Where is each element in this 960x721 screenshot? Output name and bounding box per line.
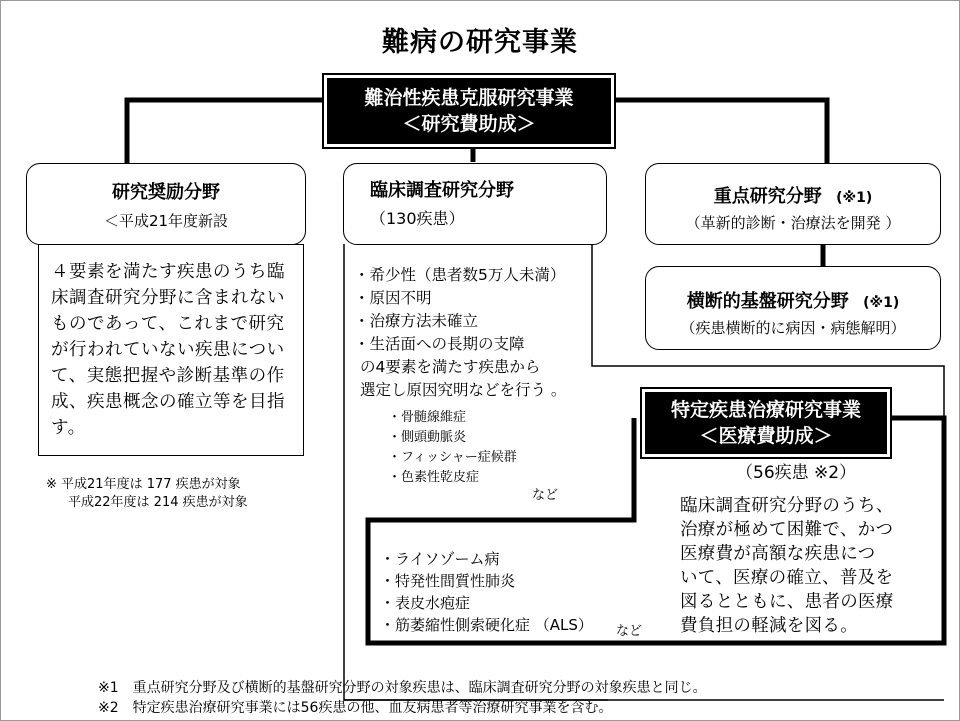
priority-field-sub: （革新的診断・治療法を開発 ） — [685, 214, 901, 232]
criteria-item: の4要素を満たす疾患から — [360, 358, 541, 376]
priority-field-mark: (※1) — [836, 190, 873, 206]
priority-field-title — [646, 182, 940, 208]
incentive-field-box — [26, 163, 306, 245]
crosscut-field-mark: (※1) — [863, 295, 900, 311]
criteria-item: 選定し原因究明などを行う 。 — [360, 381, 567, 399]
criteria-item: ・生活面への長期の支障 — [354, 335, 525, 353]
special-program-type: ＜医療費助成＞ — [699, 425, 833, 447]
incentive-desc-line: ４要素を満たす疾患のうち臨 — [51, 262, 285, 282]
incentive-desc-line: が行われていない疾患につい — [51, 340, 285, 360]
special-desc-line: 臨床調査研究分野のうち、 — [680, 496, 894, 516]
criteria-list — [354, 264, 604, 402]
incentive-desc-line: す。 — [51, 418, 86, 438]
clinical-example: ・色素性乾皮症 — [388, 470, 480, 485]
special-example: ・表皮水疱症 — [380, 594, 471, 612]
incentive-note: ※ 平成21年度は 177 疾患が対象 — [46, 477, 241, 492]
clinical-etc: など — [532, 488, 559, 503]
special-desc-line: 治療が極めて困難で、かつ — [680, 520, 894, 540]
special-desc — [680, 494, 940, 638]
incentive-desc-line: 成、疾患概念の確立等を目指 — [51, 392, 285, 412]
main-program-box — [327, 78, 611, 144]
special-desc-line: 費負担の軽減を図る。 — [680, 616, 858, 636]
special-desc-line: 図るとともに、患者の医療 — [680, 592, 894, 612]
special-program-name: 特定疾患治療研究事業 — [670, 399, 861, 421]
footnote: ※2 特定疾患治療研究事業には56疾患の他、血友病患者等治療研究事業を含む。 — [98, 700, 613, 716]
incentive-desc-box — [38, 244, 304, 456]
clinical-field-box — [343, 163, 607, 245]
incentive-desc-line: ものであって、これまで研究 — [51, 314, 285, 334]
incentive-desc-line: て、実態把握や診断基準の作 — [51, 366, 285, 386]
special-etc: など — [616, 624, 643, 639]
incentive-notes — [46, 476, 316, 512]
special-example: ・特発性間質性肺炎 — [380, 572, 516, 590]
clinical-example: ・フィッシャー症候群 — [388, 450, 517, 465]
priority-field-name: 重点研究分野 — [713, 186, 822, 207]
special-example: ・筋萎縮性側索硬化症 （ALS） — [380, 616, 593, 634]
special-desc-line: 医療費が高額な疾患につ — [680, 544, 876, 564]
footnotes — [98, 678, 938, 718]
special-examples — [380, 548, 630, 636]
main-program-type: ＜研究費助成＞ — [402, 113, 536, 135]
criteria-item: ・原因不明 — [354, 289, 432, 307]
incentive-desc — [51, 259, 295, 441]
special-desc-line: いて、医療の確立、普及を — [680, 568, 894, 588]
incentive-note: 平成22年度は 214 疾患が対象 — [68, 495, 248, 510]
special-program-box — [645, 392, 887, 454]
footnote: ※1 重点研究分野及び横断的基盤研究分野の対象疾患は、臨床調査研究分野の対象疾患と同じ。 — [98, 680, 707, 696]
clinical-example: ・側頭動脈炎 — [388, 430, 467, 445]
clinical-example: ・骨髄線維症 — [388, 410, 467, 425]
clinical-examples — [388, 408, 588, 488]
clinical-field-count: （130疾患） — [370, 209, 465, 228]
priority-field-box — [645, 163, 941, 245]
crosscut-field-title — [646, 287, 940, 313]
clinical-field-title: 臨床調査研究分野 — [370, 180, 514, 201]
incentive-desc-line: 床調査研究分野に含まれない — [51, 288, 285, 308]
special-example: ・ライソゾーム病 — [380, 550, 500, 568]
incentive-field-sub: ＜平成21年度新設 — [103, 212, 229, 230]
main-program-name: 難治性疾患克服研究事業 — [364, 87, 574, 109]
special-count: （56疾患 ※2） — [736, 463, 857, 483]
crosscut-field-box — [645, 266, 941, 350]
incentive-field-title: 研究奨励分野 — [112, 182, 220, 203]
page-title: 難病の研究事業 — [382, 27, 578, 58]
criteria-item: ・希少性（患者数5万人未満） — [354, 266, 566, 284]
crosscut-field-sub: （疾患横断的に病因・病態解明） — [680, 319, 906, 337]
criteria-item: ・治療方法未確立 — [354, 312, 479, 330]
crosscut-field-name: 横断的基盤研究分野 — [686, 291, 849, 312]
